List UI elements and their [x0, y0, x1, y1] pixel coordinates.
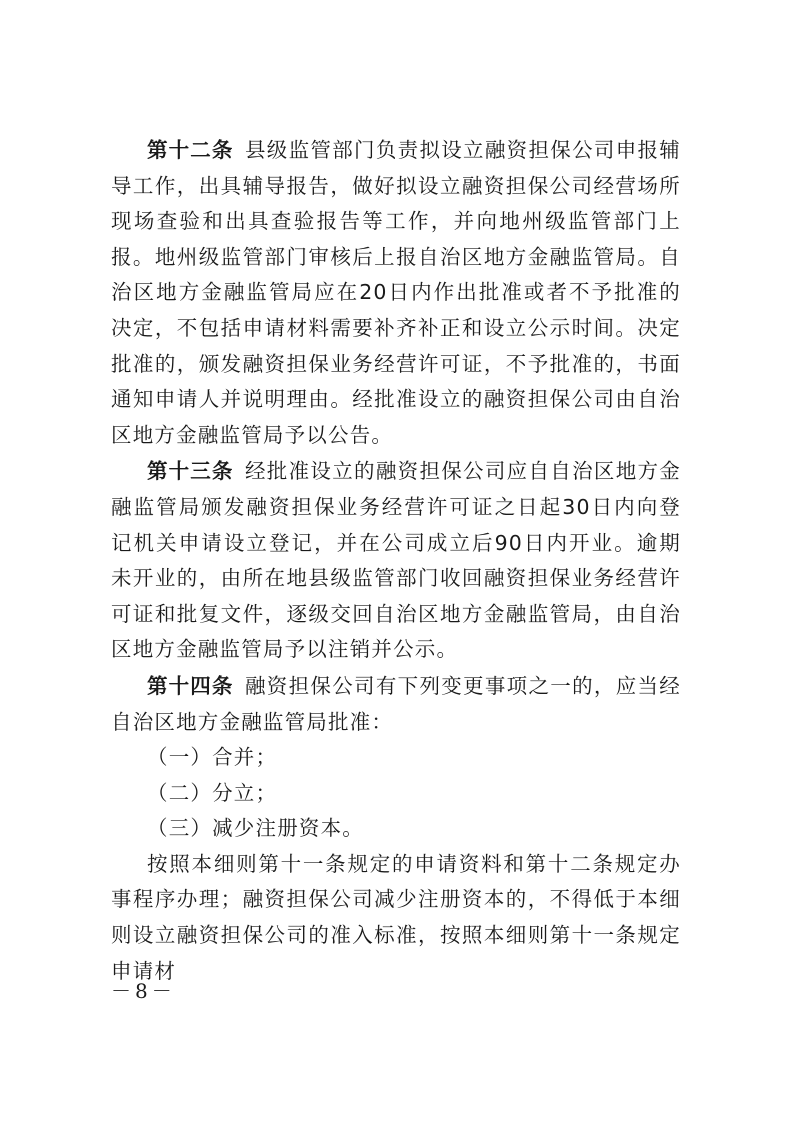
article-12-text: 县级监管部门负责拟设立融资担保公司申报辅导工作，出具辅导报告，做好拟设立融资担保公司经营场所现场查验和出具查验报告等工作，并向地州级监管部门上报。地州级监管部门审核后上报自治区地方金融监管局。自治区地方金融监管局应在20日内作出批准或者不予批准的决定，不包括申请材料需要补齐补正和设立公示时间。决定批准的，颁发融资担保业务经营许可证，不予批准的，书面通知申请人并说明理由。经批准设立的融资担保公司由自治区地方金融监管局予以公告。: [111, 138, 682, 447]
article-14-text: 融资担保公司有下列变更事项之一的，应当经自治区地方金融监管局批准：: [111, 673, 682, 734]
document-body: [111, 133, 681, 989]
article-12-paragraph: [111, 133, 681, 453]
article-13-text: 经批准设立的融资担保公司应自自治区地方金融监管局颁发融资担保业务经营许可证之日起30日内向登记机关申请设立登记，并在公司成立后90日内开业。逾期未开业的，由所在地县级监管部门收回融资担保业务经营许可证和批复文件，逐级交回自治区地方金融监管局，由自治区地方金融监管局予以注销并公示。: [111, 459, 682, 662]
article-13-heading: 第十三条: [147, 459, 234, 484]
article-13-paragraph: [111, 454, 681, 668]
article-14-follow-paragraph: 按照本细则第十一条规定的申请资料和第十二条规定办事程序办理；融资担保公司减少注册资本的，不得低于本细则设立融资担保公司的准入标准，按照本细则第十一条规定申请材: [111, 851, 681, 983]
list-item-merge: （一）合并；: [147, 745, 278, 770]
article-12-heading: 第十二条: [147, 138, 234, 162]
article-14-heading: 第十四条: [147, 673, 234, 698]
page-number: －8－: [111, 979, 176, 1003]
article-14-paragraph: [111, 669, 681, 740]
list-item-reduce-capital: （三）减少注册资本。: [147, 816, 364, 841]
list-item-split: （二）分立；: [147, 780, 278, 805]
